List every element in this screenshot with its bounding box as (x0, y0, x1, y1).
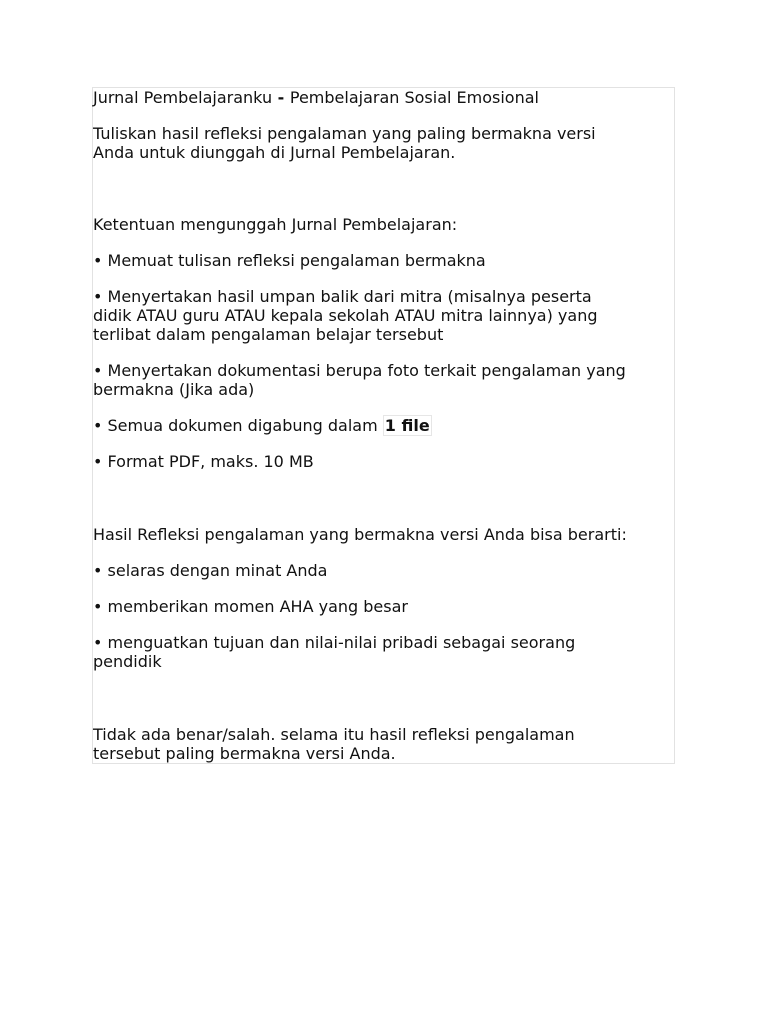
requirement-item-2-line-3: terlibat dalam pengalaman belajar tersebut (93, 325, 444, 344)
requirements-heading: Ketentuan mengunggah Jurnal Pembelajaran: (93, 215, 458, 234)
requirement-item-1: • Memuat tulisan refleksi pengalaman bermakna (93, 251, 486, 270)
requirement-item-2-line-1: • Menyertakan hasil umpan balik dari mitra (misalnya peserta (93, 287, 592, 306)
requirement-item-4-bold: 1 file (384, 416, 430, 435)
title-prefix: Jurnal Pembelajaranku (93, 88, 273, 107)
intro-line-2: Anda untuk diunggah di Jurnal Pembelajaran. (93, 143, 456, 162)
meaning-heading: Hasil Refleksi pengalaman yang bermakna versi Anda bisa berarti: (93, 525, 627, 544)
requirement-item-4 (93, 416, 432, 435)
requirement-item-3-line-1: • Menyertakan dokumentasi berupa foto terkait pengalaman yang (93, 361, 626, 380)
requirement-item-2-line-2: didik ATAU guru ATAU kepala sekolah ATAU mitra lainnya) yang (93, 306, 598, 325)
title-separator: - (272, 88, 290, 107)
meaning-item-3-line-2: pendidik (93, 652, 162, 671)
intro-line-1: Tuliskan hasil refleksi pengalaman yang paling bermakna versi (93, 124, 596, 143)
requirement-item-5: • Format PDF, maks. 10 MB (93, 452, 314, 471)
meaning-item-2: • memberikan momen AHA yang besar (93, 597, 408, 616)
closing-line-1: Tidak ada benar/salah. selama itu hasil refleksi pengalaman (93, 725, 575, 744)
closing-line-2: tersebut paling bermakna versi Anda. (93, 744, 396, 763)
requirement-item-3-line-2: bermakna (Jika ada) (93, 380, 255, 399)
meaning-item-1: • selaras dengan minat Anda (93, 561, 328, 580)
title-suffix: Pembelajaran Sosial Emosional (289, 88, 539, 107)
meaning-item-3-line-1: • menguatkan tujuan dan nilai-nilai pribadi sebagai seorang (93, 633, 576, 652)
document-title (93, 88, 539, 107)
requirement-item-4-text: • Semua dokumen digabung dalam (93, 416, 383, 435)
